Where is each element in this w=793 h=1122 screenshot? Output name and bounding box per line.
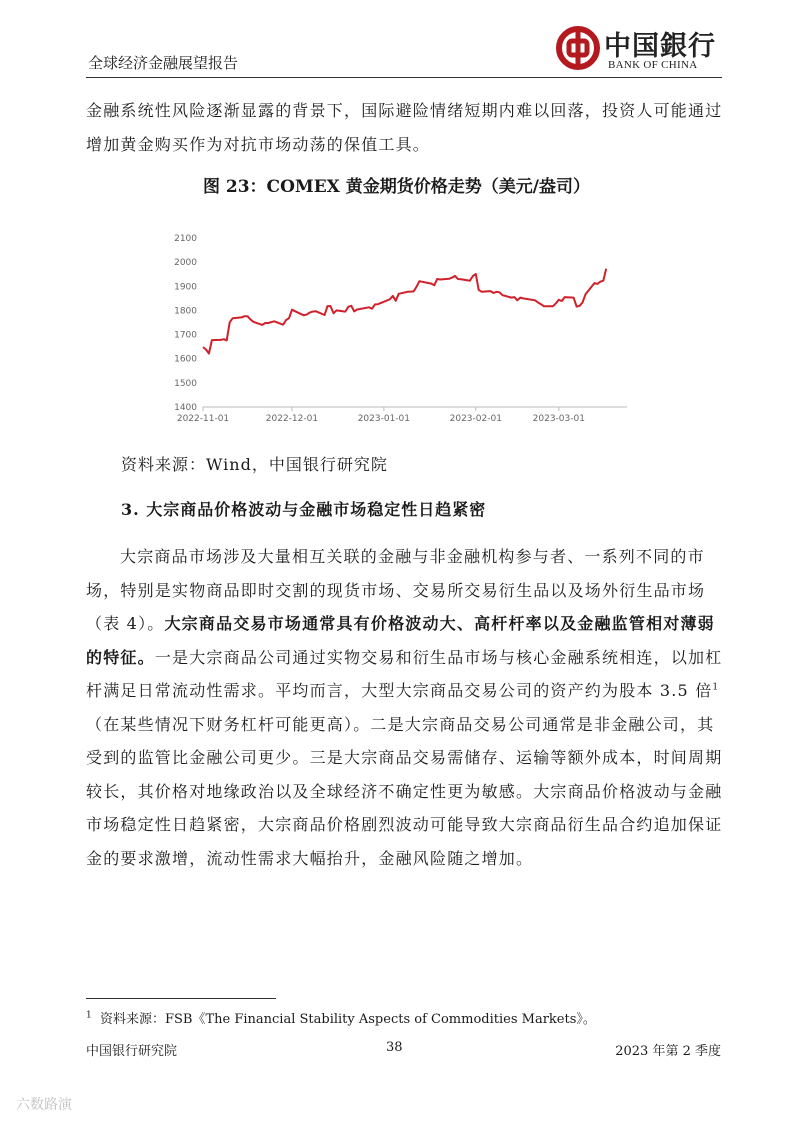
y-tick-label: 1600 (174, 354, 197, 365)
section-heading: 3. 大宗商品价格波动与金融市场稳定性日趋紧密 (121, 500, 487, 519)
footnote-ref[interactable]: 1 (712, 682, 720, 693)
body-text-part1: 大宗商品市场涉及大量相互关联的金融与非金融机构参与者、一系列不同的市场，特别是实物商品即时交割的现货市场、交易所交易衍生品以及场外衍生品市场（表 4）。 (86, 547, 706, 633)
chart-background (165, 226, 635, 426)
gold-futures-line-chart (165, 226, 635, 426)
intro-paragraph: 金融系统性风险逐渐显露的背景下，国际避险情绪短期内难以回落，投资人可能通过增加黄金购买作为对抗市场动荡的保值工具。 (86, 101, 723, 154)
y-tick-label: 1700 (174, 330, 197, 341)
y-tick-label: 1500 (174, 378, 197, 389)
x-tick-label: 2022-11-01 (176, 414, 230, 424)
footer-organization: 中国银行研究院 (86, 1044, 178, 1059)
logo-english-text: BANK OF CHINA (608, 59, 698, 71)
x-tick-label: 2023-01-01 (357, 414, 411, 424)
figure-source: 资料来源：Wind，中国银行研究院 (121, 455, 388, 474)
bank-emblem-icon (556, 26, 600, 70)
x-tick-label: 2023-02-01 (449, 414, 502, 424)
bank-of-china-logo (556, 22, 716, 78)
body-bold-statement: 大宗商品交易市场通常具有价格波动大、高杆杆率以及金融监管相对薄弱的特征。 (86, 614, 715, 667)
x-tick-label: 2023-03-01 (532, 414, 585, 424)
footnote (86, 1008, 596, 1027)
y-tick-label: 2100 (174, 234, 197, 244)
x-tick-label: 2022-12-01 (265, 414, 319, 424)
watermark: 六数路演 (16, 1097, 72, 1113)
y-tick-label: 2000 (174, 258, 197, 269)
report-title: 全球经济金融展望报告 (88, 54, 239, 72)
header-divider (86, 77, 722, 78)
page-number: 38 (386, 1040, 403, 1055)
body-text-part4: （在某些情况下财务杠杆可能更高）。二是大宗商品交易公司通常是非金融公司，其受到的监管比金融公司更少。三是大宗商品交易需储存、运输等额外成本，时间周期较长，其价格对地缘政治以及全球经济不确定性更为敏感。大宗商品价格波动与金融市场稳定性日趋紧密，大宗商品价格剧烈波动可能导致大宗商品衍生品合约追加保证金的要求激增，流动性需求大幅抬升，金融风险随之增加。 (86, 714, 723, 868)
footer-period: 2023 年第 2 季度 (615, 1044, 721, 1059)
y-tick-label: 1800 (174, 306, 197, 317)
footnote-number: 1 (86, 1010, 92, 1021)
y-tick-label: 1400 (174, 403, 197, 413)
body-text-part3: 一是大宗商品公司通过实物交易和衍生品市场与核心金融系统相连，以加杠杆满足日常流动性需求。平均而言，大型大宗商品交易公司的资产约为股本 3.5 倍 (86, 647, 723, 700)
body-paragraph (86, 540, 726, 875)
footnote-divider (86, 998, 276, 999)
figure-title: 图 23：COMEX 黄金期货价格走势（美元/盎司） (202, 177, 590, 197)
logo-chinese-text: 中国銀行 (604, 31, 716, 62)
y-tick-label: 1900 (174, 282, 197, 293)
footnote-text: 资料来源：FSB《The Financial Stability Aspects of Commodities Markets》。 (100, 1012, 596, 1027)
